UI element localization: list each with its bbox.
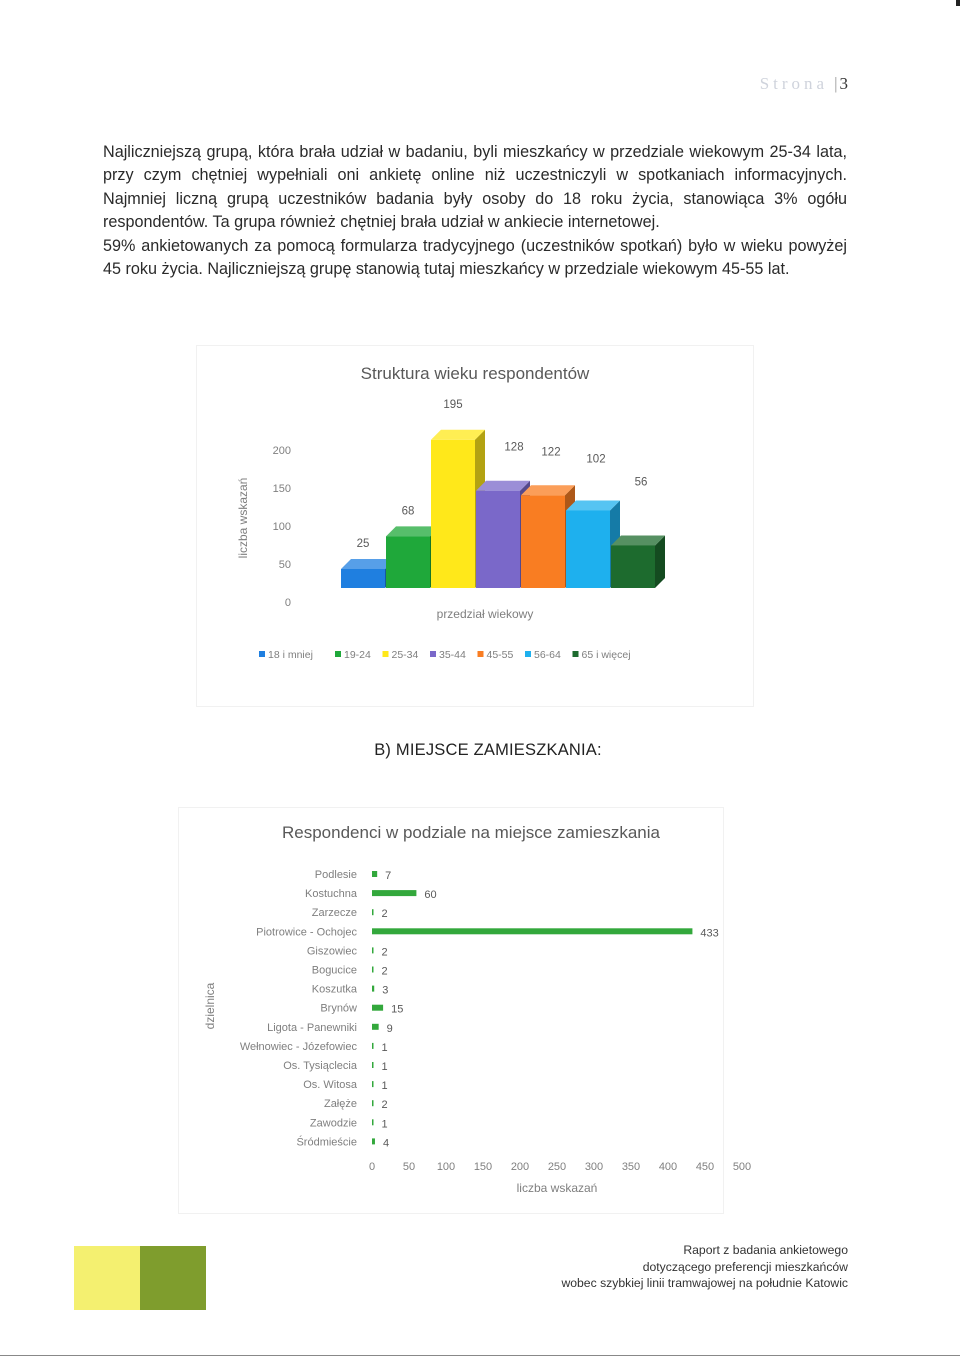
paragraph-1: Najliczniejszą grupą, która brała udział w badaniu, byli mieszkańcy w przedziale wiekowym 25-34 lata, przy czym chętniej wypełniali oni ankietę online niż uczestniczyli w spotkaniach informacyjnych. Najmniej liczną grupą uczestników badania były osoby do 18 roku życia, stanowiąca 3% ogółu respondentów. Ta grupa również chętniej brała udział w ankiecie internetowej. — [103, 143, 847, 232]
bar — [372, 909, 374, 915]
legend-swatch — [383, 651, 389, 657]
data-label: 7 — [385, 870, 392, 882]
bar — [372, 1119, 374, 1125]
page-separator: | — [834, 74, 838, 93]
x-tick-label: 100 — [436, 1161, 456, 1173]
bar — [372, 928, 692, 934]
data-label: 433 — [700, 927, 719, 940]
legend-swatch — [430, 651, 436, 657]
bar-front — [566, 510, 610, 588]
legend-swatch — [525, 651, 531, 657]
legend-item — [259, 649, 313, 661]
data-label: 2 — [381, 965, 388, 978]
chart-title: Respondenci w podziale na miejsce zamieszkania — [282, 823, 660, 842]
bar — [372, 1024, 379, 1030]
data-label: 2 — [381, 1099, 388, 1112]
paragraph-2: 59% ankietowanych za pomocą formularza tradycyjnego (uczestników spotkań) było w wieku powyżej 45 roku życia. Najliczniejszą grupę stanowią tutaj mieszkańcy w przedziale wiekowym 45-55 lat. — [103, 236, 847, 279]
data-label: 1 — [381, 1118, 388, 1131]
legend-swatch — [478, 651, 484, 657]
bar — [372, 986, 374, 992]
legend-label: 45-55 — [486, 649, 514, 661]
category-label: Os. Tysiąclecia — [283, 1060, 357, 1072]
category-label: Koszutka — [311, 983, 357, 996]
legend-item — [383, 649, 419, 661]
footer-line-1: Raport z badania ankietowego — [683, 1243, 848, 1257]
y-axis-label: liczba wskazań — [236, 477, 250, 559]
bar — [372, 1005, 383, 1011]
legend-label: 25-34 — [391, 649, 419, 661]
category-label: Brynów — [320, 1002, 357, 1015]
x-tick-label: 250 — [547, 1161, 567, 1173]
x-tick-label: 50 — [402, 1161, 416, 1173]
data-label: 2 — [381, 908, 388, 921]
legend-item — [430, 649, 466, 661]
x-axis-label: przedział wiekowy — [436, 607, 534, 621]
category-label: Zawodzie — [309, 1117, 357, 1130]
bar — [372, 890, 416, 896]
bar-front — [386, 536, 430, 588]
section-heading: B) MIEJSCE ZAMIESZKANIA: — [374, 741, 602, 759]
x-tick-label: 500 — [732, 1161, 752, 1173]
x-tick-label: 0 — [368, 1161, 376, 1173]
bar-front — [476, 491, 520, 588]
age-chart-svg — [197, 346, 753, 706]
bar-front — [611, 545, 655, 588]
x-axis-label: liczba wskazań — [516, 1181, 598, 1195]
legend-label: 65 i więcej — [581, 649, 631, 661]
x-tick-label: 400 — [658, 1161, 678, 1173]
x-tick-label: 450 — [695, 1161, 715, 1173]
bar — [372, 871, 377, 877]
y-tick-label: 50 — [278, 559, 291, 571]
footer-yellow-swatch — [74, 1246, 140, 1310]
data-label: 56 — [634, 476, 648, 489]
legend-item — [335, 649, 371, 661]
footer-line-3: wobec szybkiej linii tramwajowej na południe Katowic — [561, 1276, 848, 1290]
page-number: 3 — [839, 74, 848, 93]
data-label: 25 — [356, 538, 370, 550]
category-label: Zarzecze — [311, 907, 357, 920]
page-header — [760, 74, 848, 94]
legend-swatch — [573, 651, 579, 657]
y-tick-label: 0 — [284, 597, 291, 609]
x-tick-label: 300 — [584, 1161, 604, 1173]
bar — [372, 1081, 374, 1087]
data-label: 195 — [443, 399, 463, 411]
bar — [372, 1043, 374, 1049]
bar — [372, 1100, 374, 1106]
category-label: Kostuchna — [305, 888, 357, 901]
y-tick-label: 100 — [272, 521, 291, 533]
category-label: Bogucice — [311, 964, 357, 977]
legend-item — [525, 649, 561, 661]
bar-group — [611, 535, 665, 588]
data-label: 2 — [381, 946, 388, 959]
category-label: Giszowiec — [306, 945, 357, 958]
bar — [372, 967, 374, 973]
category-label: Os. Witosa — [303, 1079, 357, 1092]
legend-label: 18 i mniej — [268, 649, 313, 661]
data-label: 15 — [391, 1003, 404, 1016]
category-label: Ligota - Panewniki — [267, 1021, 357, 1034]
category-label: Piotrowice - Ochojec — [256, 926, 357, 939]
bar — [372, 1062, 374, 1068]
chart-title: Struktura wieku respondentów — [360, 364, 590, 383]
bar — [372, 1138, 375, 1144]
legend-label: 19-24 — [344, 649, 371, 661]
x-tick-label: 200 — [510, 1161, 530, 1173]
footer-text — [561, 1242, 848, 1292]
data-label: 4 — [382, 1137, 390, 1150]
y-axis-label: dzielnica — [203, 982, 217, 1030]
category-label: Załęże — [323, 1098, 357, 1111]
data-label: 102 — [586, 453, 606, 466]
scan-bottom-edge — [0, 1355, 960, 1356]
legend-item — [573, 649, 631, 661]
category-label: Podlesie — [314, 869, 357, 881]
bar-front — [521, 495, 565, 588]
scan-edge-mark — [956, 0, 960, 6]
x-tick-label: 350 — [621, 1161, 641, 1173]
age-structure-chart — [196, 345, 754, 707]
data-label: 1 — [381, 1061, 388, 1073]
data-label: 128 — [504, 441, 524, 454]
y-tick-label: 150 — [272, 483, 291, 495]
legend-item — [478, 649, 514, 661]
body-text — [103, 141, 847, 281]
data-label: 9 — [386, 1022, 393, 1035]
footer-green-swatch — [140, 1246, 206, 1310]
category-label: Wełnowiec - Józefowiec — [239, 1040, 357, 1053]
data-label: 1 — [381, 1041, 388, 1054]
data-label: 68 — [401, 505, 415, 518]
data-label: 1 — [381, 1080, 388, 1093]
data-label: 122 — [541, 446, 561, 459]
legend-label: 35-44 — [439, 649, 466, 661]
bar-front — [341, 569, 385, 588]
data-label: 3 — [382, 984, 389, 997]
residence-chart — [178, 807, 752, 1214]
bar — [372, 947, 374, 953]
x-tick-label: 150 — [473, 1161, 493, 1173]
bar-front — [431, 440, 475, 588]
residence-chart-svg — [179, 808, 752, 1213]
footer-line-2: dotyczącego preferencji mieszkańców — [642, 1259, 848, 1274]
category-label: Śródmieście — [296, 1136, 357, 1149]
legend-label: 56-64 — [534, 649, 561, 661]
data-label: 60 — [424, 889, 437, 902]
legend-swatch — [335, 651, 341, 657]
page-label: Strona — [759, 74, 829, 93]
y-tick-label: 200 — [272, 445, 291, 457]
legend-swatch — [259, 651, 265, 657]
